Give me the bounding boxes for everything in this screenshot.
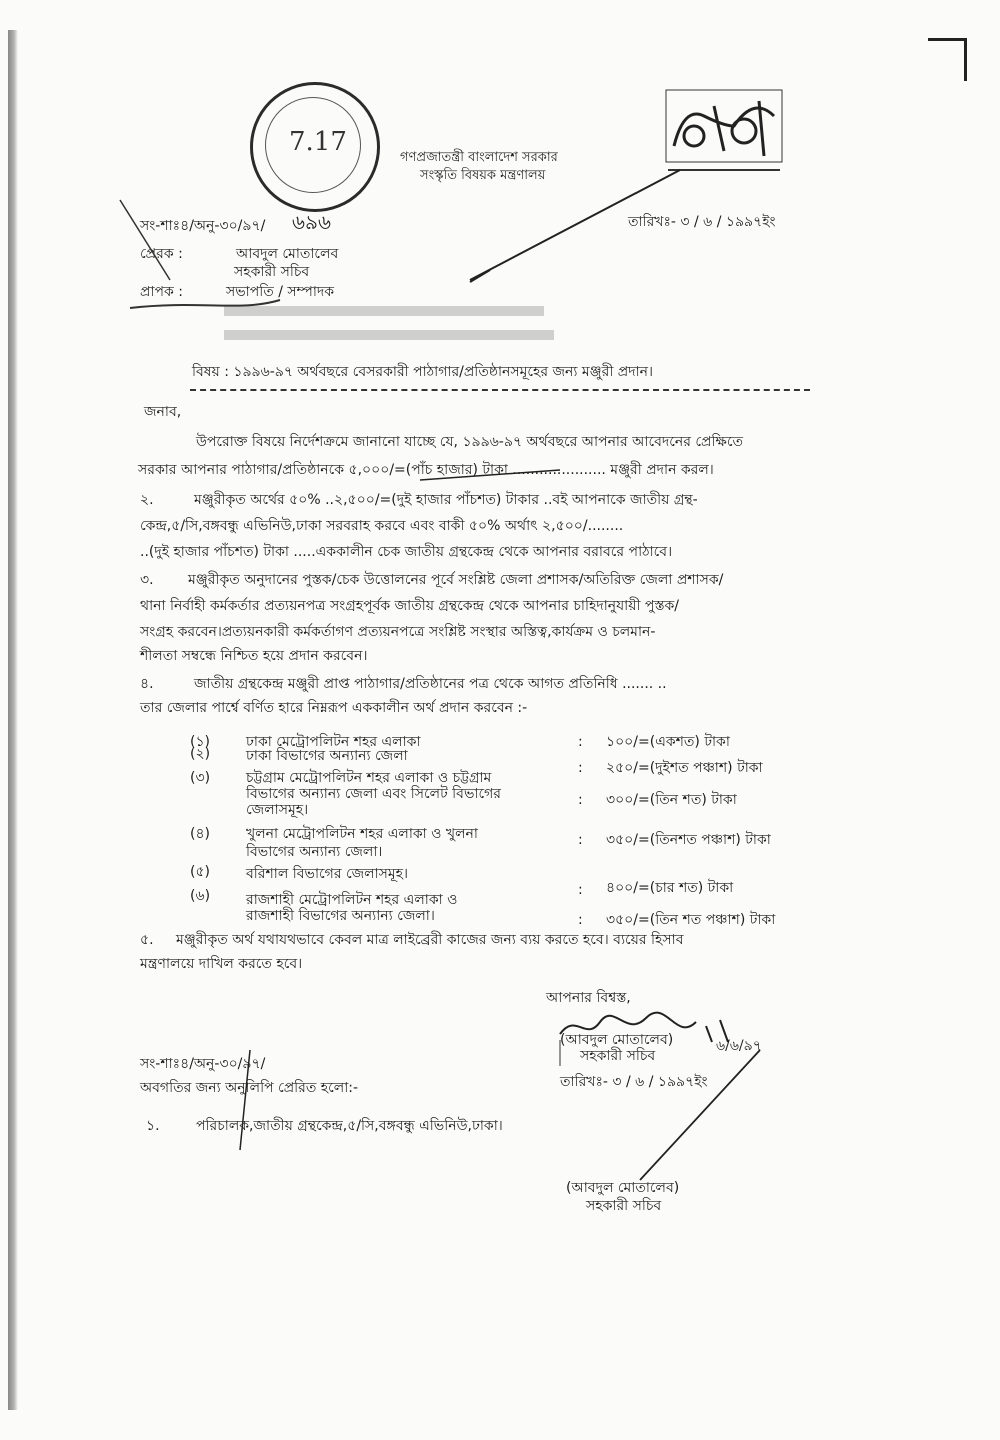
rate-colon: : [578,882,583,898]
ministry-title: সংস্কৃতি বিষয়ক মন্ত্রণালয় [420,168,546,183]
from-name: আবদুল মোতালেব [236,246,339,262]
rate-amount: ১০০/=(একশত) টাকা [606,734,730,750]
circular-seal: 7.17 [250,82,380,212]
rate-amount: ৩৫০/=(তিনশত পঞ্চাশ) টাকা [606,832,771,848]
signature-handwritten-date: ৬/৬/৯৭ [716,1038,762,1054]
rate-colon: : [578,832,583,848]
rate-desc: বরিশাল বিভাগের জেলাসমূহ। [246,866,409,882]
govt-title: গণপ্রজাতন্ত্রী বাংলাদেশ সরকার [400,150,558,165]
memo-number: সং-শাঃ৪/অনু-৩০/৯৭/ [140,218,266,234]
faded-address-line-2 [224,330,554,340]
para1-line1: উপরোক্ত বিষয়ে নির্দেশক্রমে জানানো যাচ্ছে যে, ১৯৯৬-৯৭ অর্থবছরে আপনার আবেদনের প্রেক্ষিতে [196,434,743,450]
para4-line2: তার জেলার পার্শ্বে বর্ণিত হারে নিম্নরূপ এককালীন অর্থ প্রদান করবেন :- [140,700,528,716]
rate-amount: ৩০০/=(তিন শত) টাকা [606,792,737,808]
copy-memo-number: সং-শাঃ৪/অনু-৩০/৯৭/ [140,1056,266,1072]
subject-line: বিষয় : ১৯৯৬-৯৭ অর্থবছরে বেসরকারী পাঠাগার/প্রতিষ্ঠানসমূহের জন্য মঞ্জুরী প্রদান। [192,364,654,380]
scan-edge-shadow [8,30,18,1410]
para1-line2: সরকার আপনার পাঠাগার/প্রতিষ্ঠানকে ৫,০০০/=(পাঁচ হাজার) টাকা ..................... মঞ্জুরী প্রদান করল। [138,462,714,478]
rate-amount: ২৫০/=(দুইশত পঞ্চাশ) টাকা [606,760,763,776]
rate-colon: : [578,734,583,750]
para5-line2: মন্ত্রণালয়ে দাখিল করতে হবে। [140,956,303,972]
copy-sign-name: (আবদুল মোতালেব) [566,1180,680,1196]
signature-name: (আবদুল মোতালেব) [560,1032,674,1048]
rate-desc: রাজশাহী মেট্রোপলিটন শহর এলাকা ও [246,892,458,908]
subject-underline [190,389,810,391]
copy-sign-designation: সহকারী সচিব [586,1198,662,1214]
rate-desc: জেলাসমূহ। [246,802,309,818]
rate-desc: খুলনা মেট্রোপলিটন শহর এলাকা ও খুলনা [246,826,478,842]
rate-colon: : [578,912,583,928]
para3-line4: শীলতা সম্বন্ধে নিশ্চিত হয়ে প্রদান করবেন। [140,648,368,664]
para2-line3: ..(দুই হাজার পাঁচশত) টাকা .....এককালীন চেক জাতীয় গ্রন্থকেন্দ্র থেকে আপনার বরাবরে পাঠাবে। [140,544,673,560]
para3-line1: মঞ্জুরীকৃত অনুদানের পুস্তক/চেক উত্তোলনের পূর্বে সংশ্লিষ্ট জেলা প্রশাসক/অতিরিক্ত জেলা প্রশাসক/ [188,572,724,588]
para3-line3: সংগ্রহ করবেন।প্রত্যয়নকারী কর্মকর্তাগণ প্রত্যয়নপত্রে সংশ্লিষ্ট সংস্থার অস্তিত্ব,কার্যক্রম ও চলমান- [140,624,656,640]
para4-line1: জাতীয় গ্রন্থকেন্দ্র মঞ্জুরী প্রাপ্ত পাঠাগার/প্রতিষ্ঠানের পত্র থেকে আগত প্রতিনিধি ....... .. [194,676,667,692]
rate-colon: : [578,792,583,808]
para3-line2: থানা নির্বাহী কর্মকর্তার প্রত্যয়নপত্র সংগ্রহপূর্বক জাতীয় গ্রন্থকেন্দ্র থেকে আপনার চাহিদানুযায়ী পুস্তক/ [140,598,680,614]
rate-num: (১) [190,734,211,750]
para5-line1: মঞ্জুরীকৃত অর্থ যথাযথভাবে কেবল মাত্র লাইব্রেরী কাজের জন্য ব্যয় করতে হবে। ব্যয়ের হিসাব [176,932,684,948]
rate-desc: বিভাগের অন্যান্য জেলা এবং সিলেট বিভাগের [246,786,501,802]
salutation: জনাব, [144,404,182,420]
rate-desc: রাজশাহী বিভাগের অন্যান্য জেলা। [246,908,435,924]
to-title: সভাপতি / সম্পাদক [226,284,335,300]
rate-num: (৩) [190,770,211,786]
memo-date: তারিখঃ- ৩ / ৬ / ১৯৯৭ইং [628,214,776,230]
para2-line2: কেন্দ্র,৫/সি,বঙ্গবন্ধু এভিনিউ,ঢাকা সরবরাহ করবে এবং বাকী ৫০% অর্থাৎ ২,৫০০/........ [140,518,624,534]
from-label: প্রেরক : [140,246,183,262]
rate-amount: ৩৫০/=(তিন শত পঞ্চাশ) টাকা [606,912,776,928]
copy-intro: অবগতির জন্য অনুলিপি প্রেরিত হলো:- [140,1080,359,1096]
to-label: প্রাপক : [140,284,183,300]
rate-num: (৪) [190,826,211,842]
rate-amount: ৪০০/=(চার শত) টাকা [606,880,734,896]
from-designation: সহকারী সচিব [234,264,310,280]
para4-num: ৪. [140,676,154,692]
rate-desc: বিভাগের অন্যান্য জেলা। [246,844,383,860]
corner-mark [928,38,967,81]
faded-address-line-1 [224,306,544,316]
signature-designation: সহকারী সচিব [580,1048,656,1064]
rate-num: (২) [190,746,211,762]
signature-closing: আপনার বিশ্বস্ত, [546,990,631,1006]
memo-number-handwritten: ৬৯৬ [292,210,331,234]
para3-num: ৩. [140,572,154,588]
rate-desc: ঢাকা মেট্রোপলিটন শহর এলাকা [246,734,421,750]
para5-num: ৫. [140,932,154,948]
para2-num: ২. [140,492,154,508]
ministry-emblem-logo [664,86,784,176]
rate-num: (৬) [190,888,211,904]
rate-desc: চট্টগ্রাম মেট্রোপলিটন শহর এলাকা ও চট্টগ্রাম [246,770,492,786]
para2-line1: মঞ্জুরীকৃত অর্থের ৫০% ..২,৫০০/=(দুই হাজার পাঁচশত) টাকার ..বই আপনাকে জাতীয় গ্রন্থ- [194,492,698,508]
copy-item: পরিচালক,জাতীয় গ্রন্থকেন্দ্র,৫/সি,বঙ্গবন্ধু এভিনিউ,ঢাকা। [196,1118,503,1134]
rate-desc: ঢাকা বিভাগের অন্যান্য জেলা [246,748,408,764]
rate-colon: : [578,760,583,776]
copy-item-num: ১. [146,1118,160,1134]
copy-date: তারিখঃ- ৩ / ৬ / ১৯৯৭ইং [560,1074,708,1090]
rate-num: (৫) [190,864,211,880]
